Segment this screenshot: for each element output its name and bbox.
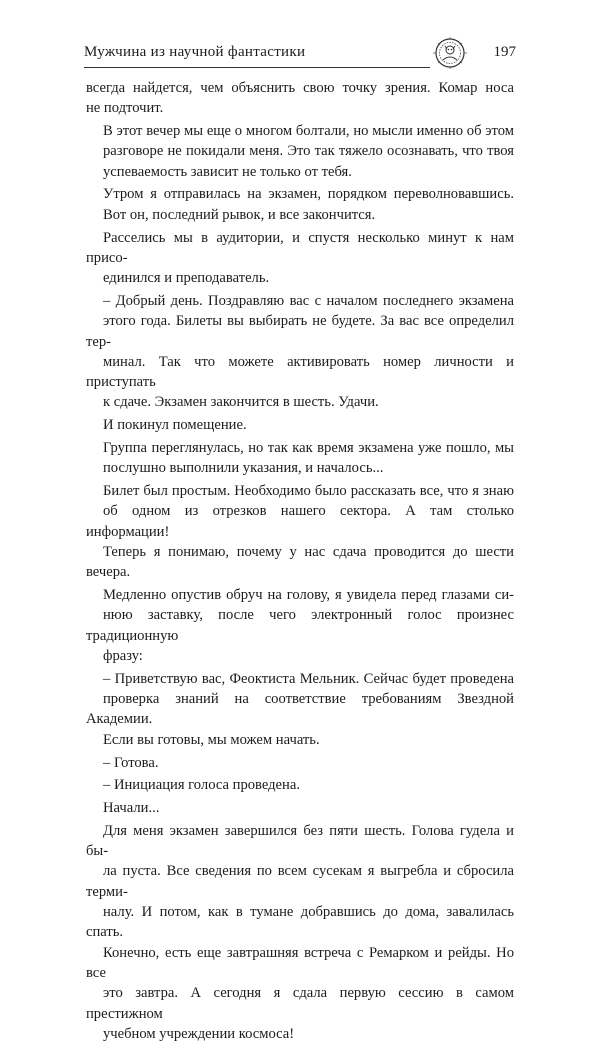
text-line: – Инициация голоса проведена. [103, 777, 300, 794]
text-line: не подточит. [86, 100, 164, 117]
text-line: этого года. Билеты вы выбирать не будете. За вас все определил тер- [86, 313, 514, 350]
text-line: Начали... [103, 800, 160, 817]
paragraph [86, 669, 514, 750]
ornament-emblem-icon [430, 36, 470, 70]
paragraph [86, 121, 514, 182]
paragraph [86, 184, 514, 225]
paragraph [86, 228, 514, 289]
body-text [86, 78, 514, 1047]
text-line: Медленно опустив обруч на голову, я увидела перед глазами си- [103, 587, 514, 604]
text-line: Билет был простым. Необходимо было рассказать все, что я знаю [103, 483, 514, 500]
text-line: В этот вечер мы еще о многом болтали, но мысли именно об этом [103, 123, 514, 140]
text-line: проверка знаний на соответствие требованиям Звездной Академии. [86, 691, 514, 728]
paragraph [86, 78, 514, 119]
text-line: И покинул помещение. [103, 417, 247, 434]
text-line: ла пуста. Все сведения по всем сусекам я выгребла и сбросила терми- [86, 863, 514, 900]
text-line: минал. Так что можете активировать номер личности и приступать [86, 353, 514, 391]
header-rule [84, 67, 430, 68]
text-line: нюю заставку, после чего электронный голос произнес традиционную [86, 607, 514, 644]
paragraph [86, 415, 514, 435]
text-line: разговоре не покидали меня. Это так тяжело осознавать, что твоя [103, 143, 514, 160]
book-title: Мужчина из научной фантастики [84, 44, 306, 60]
text-line: всегда найдется, чем объяснить свою точку зрения. Комар носа [86, 80, 514, 96]
text-line: Теперь я понимаю, почему у нас сдача проводится до шести вечера. [86, 544, 514, 581]
text-line: к сдаче. Экзамен закончится в шесть. Удачи. [103, 394, 379, 411]
text-line: Если вы готовы, мы можем начать. [103, 731, 320, 748]
text-line: учебном учреждении космоса! [103, 1025, 295, 1042]
text-line: фразу: [103, 648, 143, 665]
paragraph [86, 291, 514, 413]
text-line: Для меня экзамен завершился без пяти шесть. Голова гудела и бы- [86, 822, 514, 860]
text-line: успеваемость зависит не только от тебя. [103, 163, 352, 180]
text-line: – Приветствую вас, Феоктиста Мельник. Сейчас будет проведена [103, 670, 514, 687]
text-line: – Готова. [103, 754, 159, 771]
paragraph [86, 821, 514, 1044]
text-line: налу. И потом, как в тумане добравшись до дома, завалилась спать. [86, 904, 514, 941]
running-header [84, 36, 516, 70]
text-line: – Добрый день. Поздравляю вас с началом последнего экзамена [103, 292, 514, 309]
text-line: это завтра. А сегодня я сдала первую сессию в самом престижном [86, 985, 514, 1022]
paragraph [86, 775, 514, 795]
text-line: Утром я отправилась на экзамен, порядком переволновавшись. [103, 186, 514, 203]
paragraph [86, 585, 514, 666]
text-line: единился и преподаватель. [103, 270, 270, 287]
paragraph [86, 481, 514, 582]
text-line: об одном из отрезков нашего сектора. А там столько информации! [86, 503, 514, 540]
text-line: Группа переглянулась, но так как время экзамена уже пошло, мы [103, 440, 514, 457]
paragraph [86, 438, 514, 479]
page-number: 197 [493, 44, 516, 60]
paragraph [86, 753, 514, 773]
text-line: послушно выполнили указания, и началось... [103, 460, 384, 477]
text-line: Расселись мы в аудитории, и спустя несколько минут к нам присо- [86, 229, 514, 266]
text-line: Вот он, последний рывок, и все закончится. [103, 206, 376, 223]
paragraph [86, 798, 514, 818]
text-line: Конечно, есть еще завтрашняя встреча с Ремарком и рейды. Но все [86, 944, 514, 981]
